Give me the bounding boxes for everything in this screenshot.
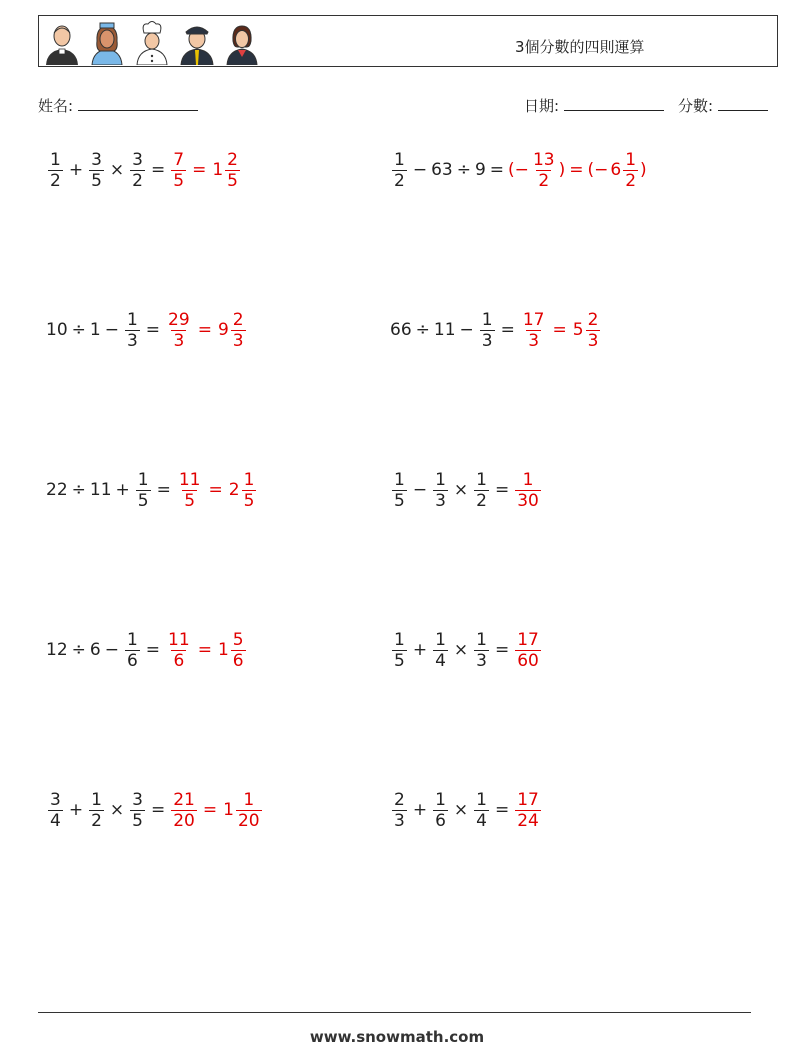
numerator: 17 [522, 309, 545, 330]
answer [164, 310, 248, 351]
fraction [515, 470, 541, 511]
numerator: 21 [173, 789, 195, 810]
score-field[interactable] [678, 95, 768, 116]
fraction [392, 630, 407, 671]
answer [175, 470, 259, 511]
answer [513, 630, 543, 671]
denominator: 24 [517, 810, 539, 831]
denominator: 4 [50, 810, 61, 831]
numerator: 1 [394, 149, 405, 170]
fraction [392, 470, 407, 511]
number: 63 [431, 160, 453, 180]
question [46, 310, 164, 351]
denominator: 6 [173, 650, 185, 671]
operator: = [156, 480, 171, 500]
problem-p8 [390, 620, 543, 680]
whole-part: 1 [223, 800, 234, 820]
number: 11 [433, 320, 456, 340]
fraction [171, 790, 197, 831]
numerator: 1 [91, 789, 102, 810]
numerator: 3 [50, 789, 61, 810]
fraction [125, 630, 140, 671]
fraction [623, 150, 638, 191]
denominator: 20 [173, 810, 195, 831]
fraction [130, 150, 145, 191]
operator: − [412, 480, 428, 500]
operator: ÷ [456, 160, 471, 180]
businesswoman-avatar-icon [223, 19, 261, 65]
priest-avatar-icon [43, 19, 81, 65]
numerator: 2 [587, 309, 599, 330]
numerator: 1 [476, 629, 487, 650]
answer [164, 630, 248, 671]
numerator: 1 [394, 469, 405, 490]
operator: + [68, 160, 84, 180]
avatar-row [43, 19, 261, 65]
numerator: 1 [476, 789, 487, 810]
date-field[interactable] [524, 95, 664, 116]
fraction [474, 790, 489, 831]
mixed-number [571, 310, 603, 351]
name-blank[interactable] [78, 96, 198, 111]
name-field[interactable] [38, 95, 198, 116]
operator: = [494, 800, 510, 820]
operator: = [202, 800, 218, 820]
denominator: 6 [435, 810, 446, 831]
fraction [531, 150, 557, 191]
number: 11 [89, 480, 112, 500]
fraction [89, 150, 104, 191]
operator: = [208, 480, 223, 500]
denominator: 6 [232, 650, 244, 671]
whole-part: 5 [572, 320, 584, 340]
numerator: 1 [137, 469, 149, 490]
fraction [136, 470, 151, 511]
fraction [586, 310, 601, 351]
problem-p2 [390, 140, 647, 200]
answer [169, 790, 263, 831]
problem-p5 [46, 460, 258, 520]
answer [513, 470, 543, 511]
denominator: 4 [476, 810, 487, 831]
whole-part: 9 [217, 320, 229, 340]
number: 9 [474, 160, 486, 180]
numerator: 1 [243, 789, 255, 810]
mixed-number [216, 310, 248, 351]
question [390, 630, 513, 671]
question [46, 790, 169, 831]
numerator: 1 [476, 469, 487, 490]
fraction [171, 150, 186, 191]
denominator: 20 [237, 810, 260, 831]
operator: − [104, 640, 119, 660]
denominator: 2 [91, 810, 102, 831]
operator: + [412, 800, 428, 820]
numerator: 1 [435, 789, 446, 810]
operator: = [552, 320, 567, 340]
whole-part: 1 [217, 640, 229, 660]
numerator: 3 [132, 149, 143, 170]
numerator: 29 [168, 309, 190, 330]
operator: = [197, 320, 212, 340]
operator: = [150, 160, 166, 180]
numerator: 11 [178, 469, 201, 490]
fraction [515, 630, 541, 671]
denominator: 5 [184, 490, 196, 511]
operator: + [68, 800, 84, 820]
mixed-number [221, 790, 263, 831]
footer-url: www.snowmath.com [309, 1028, 485, 1046]
fraction [474, 470, 489, 511]
worksheet-header [38, 15, 778, 67]
number: 66 [390, 320, 412, 340]
problem-p7 [46, 620, 248, 680]
denominator: 60 [517, 650, 539, 671]
operator: ÷ [71, 480, 86, 500]
numerator: 1 [435, 469, 446, 490]
footer-divider [38, 1012, 751, 1013]
operator: ÷ [415, 320, 430, 340]
fraction [433, 630, 448, 671]
denominator: 2 [394, 170, 405, 191]
denominator: 5 [137, 490, 149, 511]
question [46, 630, 164, 671]
numerator: 2 [227, 149, 238, 170]
denominator: 3 [126, 330, 138, 351]
denominator: 6 [126, 650, 138, 671]
operator: = [500, 320, 515, 340]
answer [519, 310, 603, 351]
numerator: 1 [625, 149, 637, 170]
worksheet-title: 3個分數的四則運算 [515, 38, 645, 56]
mixed-number [210, 150, 242, 191]
operator: + [412, 640, 428, 660]
problem-p9 [46, 780, 264, 840]
answer [169, 150, 242, 191]
denominator: 3 [476, 650, 487, 671]
denominator: 2 [132, 170, 143, 191]
operator: = [569, 160, 584, 180]
denominator: 3 [232, 330, 244, 351]
numerator: 3 [132, 789, 143, 810]
fraction [474, 630, 489, 671]
operator: = [192, 160, 207, 180]
denominator: 5 [394, 490, 405, 511]
operator: + [115, 480, 130, 500]
denominator: 5 [243, 490, 255, 511]
question [46, 150, 169, 191]
fraction [125, 310, 140, 351]
problem-p10 [390, 780, 543, 840]
number: 10 [46, 320, 68, 340]
fraction [236, 790, 262, 831]
operator: = [489, 160, 505, 180]
operator: = [494, 640, 510, 660]
fraction [48, 150, 63, 191]
denominator: 3 [394, 810, 405, 831]
operator: ÷ [71, 640, 86, 660]
fraction [166, 310, 192, 351]
numerator: 3 [91, 149, 102, 170]
denominator: 4 [435, 650, 446, 671]
operator: = [150, 800, 166, 820]
denominator: 30 [517, 490, 539, 511]
numerator: 2 [232, 309, 244, 330]
operator: − [104, 320, 119, 340]
fraction [231, 310, 246, 351]
operator: = [145, 640, 161, 660]
numerator: 5 [232, 629, 244, 650]
denominator: 5 [227, 170, 238, 191]
whole-part: 2 [228, 480, 240, 500]
numerator: 11 [168, 629, 190, 650]
denominator: 2 [625, 170, 637, 191]
number: 12 [46, 640, 68, 660]
operator: × [453, 640, 469, 660]
number: (− [587, 160, 609, 180]
numerator: 1 [481, 309, 493, 330]
denominator: 3 [587, 330, 599, 351]
pilot-avatar-icon [178, 19, 216, 65]
operator: − [459, 320, 474, 340]
numerator: 1 [522, 469, 534, 490]
operator: − [412, 160, 428, 180]
fraction [225, 150, 240, 191]
score-label: 分數: [678, 97, 714, 115]
date-label: 日期: [524, 97, 560, 115]
numerator: 1 [435, 629, 446, 650]
name-label: 姓名: [38, 97, 74, 115]
numerator: 1 [126, 309, 138, 330]
date-blank[interactable] [564, 96, 664, 111]
fraction [89, 790, 104, 831]
numerator: 13 [532, 149, 555, 170]
number: ) [558, 160, 566, 180]
numerator: 17 [517, 629, 539, 650]
fraction [130, 790, 145, 831]
fraction [433, 790, 448, 831]
chef-avatar-icon [133, 19, 171, 65]
number: 1 [89, 320, 101, 340]
fraction [480, 310, 495, 351]
fraction [166, 630, 192, 671]
denominator: 3 [481, 330, 493, 351]
fraction [392, 150, 407, 191]
denominator: 3 [528, 330, 540, 351]
operator: = [145, 320, 161, 340]
denominator: 5 [394, 650, 405, 671]
operator: = [197, 640, 212, 660]
question [390, 310, 519, 351]
problem-p3 [46, 300, 248, 360]
fraction [242, 470, 257, 511]
fraction [231, 630, 246, 671]
numerator: 17 [517, 789, 539, 810]
number: ) [640, 160, 647, 180]
numerator: 1 [394, 629, 405, 650]
numerator: 7 [173, 149, 185, 170]
mixed-number [216, 630, 248, 671]
number: 22 [46, 480, 68, 500]
numerator: 1 [50, 149, 61, 170]
fraction [48, 790, 63, 831]
denominator: 2 [538, 170, 550, 191]
answer [513, 790, 543, 831]
problem-p4 [390, 300, 602, 360]
denominator: 3 [435, 490, 446, 511]
numerator: 2 [394, 789, 405, 810]
operator: × [453, 480, 469, 500]
whole-part: 1 [212, 160, 224, 180]
nurse-avatar-icon [88, 19, 126, 65]
whole-part: 6 [610, 160, 622, 180]
operator: × [453, 800, 469, 820]
denominator: 5 [173, 170, 185, 191]
problem-p1 [46, 140, 242, 200]
question [390, 470, 513, 511]
question [46, 470, 175, 511]
problem-p6 [390, 460, 543, 520]
fraction [177, 470, 203, 511]
operator: × [109, 800, 125, 820]
denominator: 5 [132, 810, 143, 831]
fraction [392, 790, 407, 831]
question [390, 790, 513, 831]
mixed-number [227, 470, 259, 511]
fraction [433, 470, 448, 511]
number: 6 [89, 640, 101, 660]
operator: = [494, 480, 510, 500]
denominator: 2 [476, 490, 487, 511]
fraction [521, 310, 547, 351]
score-blank[interactable] [718, 96, 768, 111]
denominator: 2 [50, 170, 61, 191]
numerator: 1 [243, 469, 255, 490]
number: (− [508, 160, 529, 180]
operator: × [109, 160, 125, 180]
mixed-number [608, 150, 640, 191]
fraction [515, 790, 541, 831]
denominator: 5 [91, 170, 102, 191]
answer [508, 150, 647, 191]
operator: ÷ [71, 320, 86, 340]
question [390, 150, 508, 191]
denominator: 3 [173, 330, 185, 351]
numerator: 1 [126, 629, 138, 650]
